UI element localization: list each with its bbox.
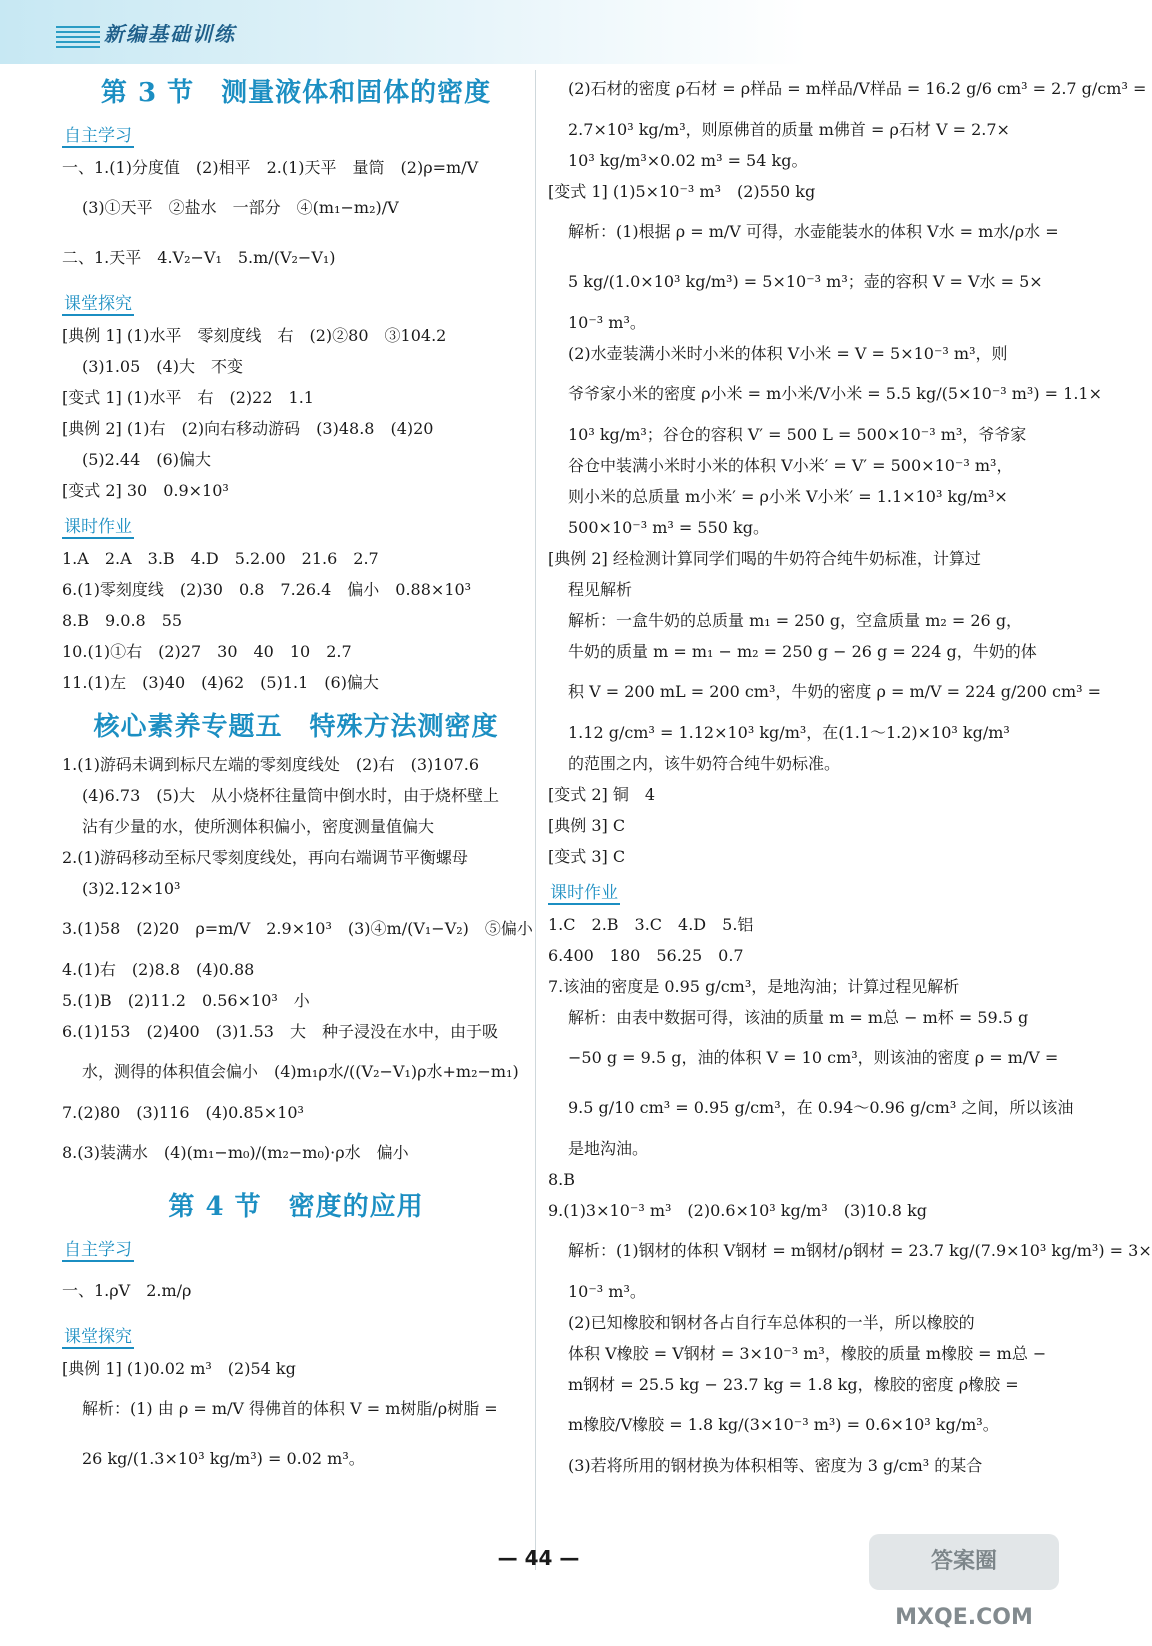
header-stripes-decoration: [56, 26, 100, 50]
answer-line: 爷爷家小米的密度 ρ小米 = m小米/V小米 = 5.5 kg/(5×10⁻³ m³) = 1.1×: [568, 384, 1103, 403]
subsection-row: [548, 872, 1018, 909]
answer-line: (4)6.73 (5)大 从小烧杯往量筒中倒水时，由于烧杯壁上: [82, 786, 499, 805]
section-title: 核心素养专题五 特殊方法测密度: [93, 712, 499, 742]
section-title: 第 4 节 密度的应用: [168, 1192, 424, 1222]
answer-line: 2.(1)游码移动至标尺零刻度线处，再向右端调节平衡螺母: [62, 848, 468, 867]
answer-line: 1.A 2.A 3.B 4.D 5.2.00 21.6 2.7: [62, 549, 379, 568]
answer-line: −50 g = 9.5 g，油的体积 V = 10 cm³，则该油的密度 ρ = m/V =: [568, 1048, 1059, 1067]
answer-line: m钢材 = 25.5 kg − 23.7 kg = 1.8 kg，橡胶的密度 ρ橡胶 =: [568, 1375, 1019, 1394]
answer-line: 一、1.ρV 2.m/ρ: [62, 1281, 192, 1300]
answer-line: 9.5 g/10 cm³ = 0.95 g/cm³，在 0.94～0.96 g/cm³ 之间，所以该油: [568, 1098, 1074, 1117]
answer-line: (2)已知橡胶和钢材各占自行车总体积的一半，所以橡胶的: [568, 1313, 975, 1332]
answer-line: 4.(1)右 (2)8.8 (4)0.88: [62, 960, 255, 979]
answer-line: 沾有少量的水，使所测体积偏小，密度测量值偏大: [82, 817, 435, 836]
answer-line: 26 kg/(1.3×10³ kg/m³) = 0.02 m³。: [82, 1449, 365, 1468]
answer-line: 10.(1)①右 (2)27 30 40 10 2.7: [62, 642, 352, 661]
answer-line: 8.(3)装满水 (4)(m₁−m₀)/(m₂−m₀)·ρ水 偏小: [62, 1143, 409, 1162]
answer-line: [典例 3] C: [548, 816, 626, 835]
answer-line: [变式 2] 铜 4: [548, 785, 656, 804]
subsection-heading: 课时作业: [548, 878, 620, 905]
subsection-row: [62, 506, 530, 543]
answer-line: 解析：(1)钢材的体积 V钢材 = m钢材/ρ钢材 = 23.7 kg/(7.9×10³ kg/m³) = 3×: [568, 1241, 1152, 1260]
subsection-row: [62, 115, 530, 152]
answer-line: 10³ kg/m³×0.02 m³ = 54 kg。: [568, 151, 808, 170]
answer-line: 5.(1)B (2)11.2 0.56×10³ 小: [62, 991, 310, 1010]
answer-line: 6.(1)153 (2)400 (3)1.53 大 种子浸没在水中，由于吸: [62, 1022, 498, 1041]
answer-line: 2.7×10³ kg/m³，则原佛首的质量 m佛首 = ρ石材 V = 2.7×: [568, 120, 1010, 139]
subsection-row: [62, 1229, 530, 1266]
answer-line: 是地沟油。: [568, 1139, 649, 1158]
answer-line: [变式 2] 30 0.9×10³: [62, 481, 229, 500]
answer-line: 1.12 g/cm³ = 1.12×10³ kg/m³，在(1.1～1.2)×10³ kg/m³: [568, 723, 1010, 742]
column-divider: [535, 70, 536, 1570]
subsection-heading: 自主学习: [62, 121, 134, 148]
answer-line: 11.(1)左 (3)40 (4)62 (5)1.1 (6)偏大: [62, 673, 379, 692]
answer-line: (3)若将所用的钢材换为体积相等、密度为 3 g/cm³ 的某合: [568, 1456, 983, 1475]
answer-line: m橡胶/V橡胶 = 1.8 kg/(3×10⁻³ m³) = 0.6×10³ kg/m³。: [568, 1415, 999, 1434]
page-number: — 44 —: [497, 1546, 580, 1570]
answer-line: [典例 2] (1)右 (2)向右移动游码 (3)48.8 (4)20: [62, 419, 434, 438]
answer-line: 的范围之内，该牛奶符合纯牛奶标准。: [568, 754, 841, 773]
answer-line: 8.B: [548, 1170, 576, 1189]
answer-line: 6.400 180 56.25 0.7: [548, 946, 744, 965]
answer-line: (3)1.05 (4)大 不变: [82, 357, 243, 376]
answer-line: 则小米的总质量 m小米′ = ρ小米 V小米′ = 1.1×10³ kg/m³×: [568, 487, 1008, 506]
answer-line: [典例 1] (1)0.02 m³ (2)54 kg: [62, 1359, 296, 1378]
book-title: 新编基础训练: [104, 22, 236, 46]
answer-line: 9.(1)3×10⁻³ m³ (2)0.6×10³ kg/m³ (3)10.8 kg: [548, 1201, 928, 1220]
answer-line: 积 V = 200 mL = 200 cm³，牛奶的密度 ρ = m/V = 224 g/200 cm³ =: [568, 682, 1102, 701]
subsection-row: [62, 1316, 530, 1353]
left-column: [62, 64, 533, 1484]
answer-line: (2)水壶装满小米时小米的体积 V小米 = V = 5×10⁻³ m³，则: [568, 344, 1008, 363]
answer-line: 10⁻³ m³。: [568, 1282, 646, 1301]
answer-line: 1.(1)游码未调到标尺左端的零刻度线处 (2)右 (3)107.6: [62, 755, 480, 774]
answer-line: 500×10⁻³ m³ = 550 kg。: [568, 518, 769, 537]
answer-line: 10⁻³ m³。: [568, 313, 646, 332]
answer-line: [典例 1] (1)水平 零刻度线 右 (2)②80 ③104.2: [62, 326, 447, 345]
answer-line: 解析：(1)根据 ρ = m/V 可得，水壶能装水的体积 V水 = m水/ρ水 =: [568, 222, 1059, 241]
answer-line: (3)①天平 ②盐水 一部分 ④(m₁−m₂)/V: [82, 198, 399, 217]
answer-line: 水，测得的体积值会偏小 (4)m₁ρ水/((V₂−V₁)ρ水+m₂−m₁): [82, 1062, 519, 1081]
answer-line: 牛奶的质量 m = m₁ − m₂ = 250 g − 26 g = 224 g，牛奶的体: [568, 642, 1037, 661]
answer-line: (3)2.12×10³: [82, 879, 181, 898]
answer-line: 7.(2)80 (3)116 (4)0.85×10³: [62, 1103, 304, 1122]
answer-line: 谷仓中装满小米时小米的体积 V小米′ = V′ = 500×10⁻³ m³，: [568, 456, 1013, 475]
subsection-heading: 自主学习: [62, 1235, 134, 1262]
answer-line: [变式 3] C: [548, 847, 626, 866]
answer-line: 体积 V橡胶 = V钢材 = 3×10⁻³ m³，橡胶的质量 m橡胶 = m总 −: [568, 1344, 1047, 1363]
answer-line: 7.该油的密度是 0.95 g/cm³，是地沟油；计算过程见解析: [548, 977, 960, 996]
answer-line: 解析：一盒牛奶的总质量 m₁ = 250 g，空盒质量 m₂ = 26 g，: [568, 611, 1023, 630]
right-column: [548, 64, 1152, 1481]
answer-line: 5 kg/(1.0×10³ kg/m³) = 5×10⁻³ m³；壶的容积 V = V水 = 5×: [568, 272, 1043, 291]
subsection-heading: 课时作业: [62, 512, 134, 539]
answer-line: 6.(1)零刻度线 (2)30 0.8 7.26.4 偏小 0.88×10³: [62, 580, 472, 599]
subsection-heading: 课堂探究: [62, 1322, 134, 1349]
answer-line: 1.C 2.B 3.C 4.D 5.铝: [548, 915, 754, 934]
subsection-heading: 课堂探究: [62, 289, 134, 316]
answer-line: 解析：由表中数据可得，该油的质量 m = m总 − m杯 = 59.5 g: [568, 1008, 1029, 1027]
answer-line: 10³ kg/m³；谷仓的容积 V′ = 500 L = 500×10⁻³ m³，爷爷家: [568, 425, 1027, 444]
answer-line: 程见解析: [568, 580, 633, 599]
answer-line: 二、1.天平 4.V₂−V₁ 5.m/(V₂−V₁): [62, 248, 336, 267]
section-title: 第 3 节 测量液体和固体的密度: [100, 78, 492, 108]
answer-line: 解析：(1) 由 ρ = m/V 得佛首的体积 V = m树脂/ρ树脂 =: [82, 1399, 498, 1418]
subsection-row: [62, 283, 530, 320]
answer-line: (2)石材的密度 ρ石材 = ρ样品 = m样品/V样品 = 16.2 g/6 cm³ = 2.7 g/cm³ =: [568, 79, 1147, 98]
answer-line: (5)2.44 (6)偏大: [82, 450, 211, 469]
answer-line: 8.B 9.0.8 55: [62, 611, 183, 630]
answer-line: [变式 1] (1)5×10⁻³ m³ (2)550 kg: [548, 182, 816, 201]
answer-line: 一、1.(1)分度值 (2)相平 2.(1)天平 量筒 (2)ρ=m/V: [62, 158, 479, 177]
watermark-logo: 答案圈 MXQE.COM: [869, 1534, 1059, 1590]
answer-line: 3.(1)58 (2)20 ρ=m/V 2.9×10³ (3)④m/(V₁−V₂) ⑤偏小: [62, 919, 533, 938]
answer-line: [变式 1] (1)水平 右 (2)22 1.1: [62, 388, 314, 407]
answer-line: [典例 2] 经检测计算同学们喝的牛奶符合纯牛奶标准，计算过: [548, 549, 981, 568]
